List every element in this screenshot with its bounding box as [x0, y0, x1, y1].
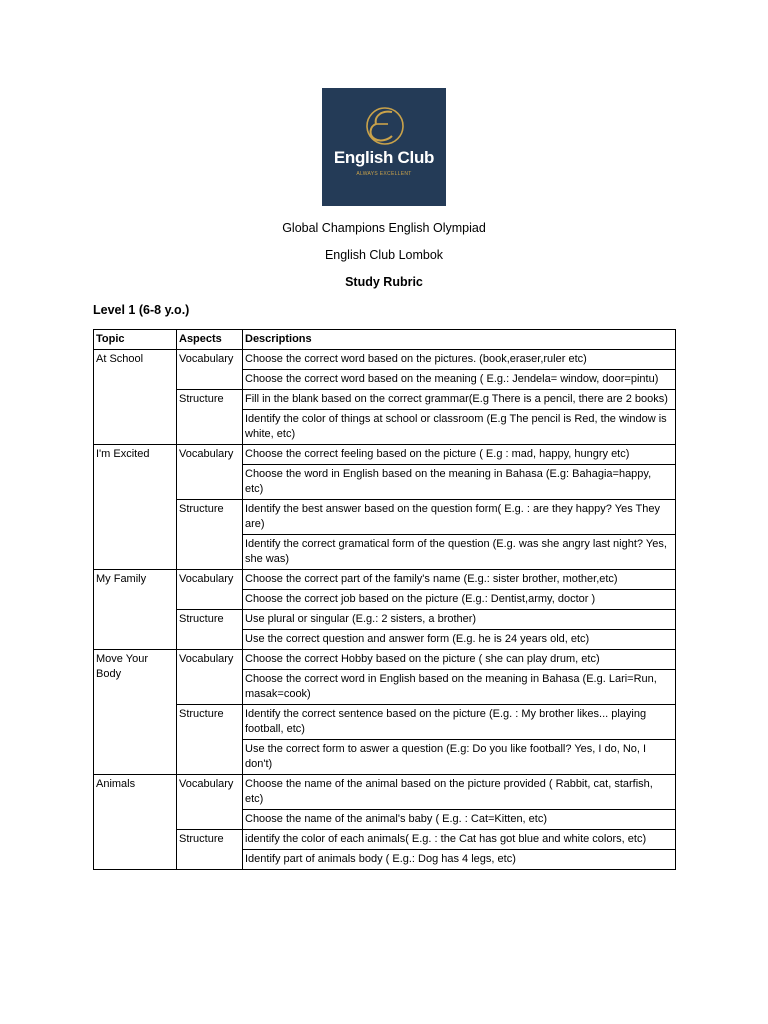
rubric-table: [93, 329, 676, 870]
table-row: [94, 610, 676, 630]
aspect-cell: Vocabulary: [177, 350, 243, 390]
aspect-cell: Structure: [177, 390, 243, 445]
aspect-cell: Structure: [177, 610, 243, 650]
description-cell: Identify the correct gramatical form of the question (E.g. was she angry last night? Yes, she was): [243, 535, 676, 570]
description-cell: Choose the correct word in English based on the meaning in Bahasa (E.g. Lari=Run, masak=cook): [243, 670, 676, 705]
description-cell: Use plural or singular (E.g.: 2 sisters, a brother): [243, 610, 676, 630]
aspect-cell: Structure: [177, 705, 243, 775]
description-cell: Fill in the blank based on the correct grammar(E.g There is a pencil, there are 2 books): [243, 390, 676, 410]
aspect-cell: Vocabulary: [177, 650, 243, 705]
description-cell: Choose the correct word based on the pictures. (book,eraser,ruler etc): [243, 350, 676, 370]
letter-e-circle-icon: [322, 102, 446, 150]
logo-tagline: ALWAYS EXCELLENT: [356, 171, 412, 177]
aspect-cell: Vocabulary: [177, 775, 243, 830]
column-header-aspects: Aspects: [177, 330, 243, 350]
column-header-topic: Topic: [94, 330, 177, 350]
table-row: [94, 775, 676, 810]
topic-cell: At School: [94, 350, 177, 445]
description-cell: Choose the name of the animal's baby ( E.g. : Cat=Kitten, etc): [243, 810, 676, 830]
description-cell: Choose the name of the animal based on the picture provided ( Rabbit, cat, starfish, etc): [243, 775, 676, 810]
table-row: [94, 570, 676, 590]
table-row: [94, 445, 676, 465]
aspect-cell: Structure: [177, 830, 243, 870]
aspect-cell: Vocabulary: [177, 570, 243, 610]
table-row: [94, 500, 676, 535]
description-cell: Identify the best answer based on the question form( E.g. : are they happy? Yes They are): [243, 500, 676, 535]
olympiad-title: Global Champions English Olympiad: [282, 221, 486, 235]
topic-cell: Animals: [94, 775, 177, 870]
description-cell: Use the correct form to aswer a question (E.g: Do you like football? Yes, I do, No, I don't): [243, 740, 676, 775]
rubric-body: [94, 350, 676, 870]
table-row: [94, 390, 676, 410]
table-row: [94, 650, 676, 670]
aspect-cell: Structure: [177, 500, 243, 570]
description-cell: Choose the correct word based on the meaning ( E.g.: Jendela= window, door=pintu): [243, 370, 676, 390]
table-row: [94, 350, 676, 370]
table-header-row: [94, 330, 676, 350]
description-cell: Choose the correct Hobby based on the picture ( she can play drum, etc): [243, 650, 676, 670]
table-row: [94, 705, 676, 740]
english-club-logo: [322, 88, 446, 206]
description-cell: Choose the correct feeling based on the picture ( E.g : mad, happy, hungry etc): [243, 445, 676, 465]
description-cell: Choose the correct job based on the picture (E.g.: Dentist,army, doctor ): [243, 590, 676, 610]
aspect-cell: Vocabulary: [177, 445, 243, 500]
description-cell: Identify the color of things at school or classroom (E.g The pencil is Red, the window is white, etc): [243, 410, 676, 445]
description-cell: Use the correct question and answer form (E.g. he is 24 years old, etc): [243, 630, 676, 650]
description-cell: Identify the correct sentence based on the picture (E.g. : My brother likes... playing football, etc): [243, 705, 676, 740]
organizer-name: English Club Lombok: [324, 248, 444, 262]
level-heading: Level 1 (6-8 y.o.): [93, 303, 190, 317]
description-cell: Choose the correct part of the family's name (E.g.: sister brother, mother,etc): [243, 570, 676, 590]
description-cell: identify the color of each animals( E.g. : the Cat has got blue and white colors, etc): [243, 830, 676, 850]
table-row: [94, 830, 676, 850]
document-title: Study Rubric: [345, 275, 423, 289]
topic-cell: My Family: [94, 570, 177, 650]
topic-cell: I'm Excited: [94, 445, 177, 570]
column-header-descriptions: Descriptions: [243, 330, 676, 350]
description-cell: Identify part of animals body ( E.g.: Dog has 4 legs, etc): [243, 850, 676, 870]
topic-cell: Move Your Body: [94, 650, 177, 775]
description-cell: Choose the word in English based on the meaning in Bahasa (E.g: Bahagia=happy, etc): [243, 465, 676, 500]
logo-name: English Club: [333, 148, 435, 167]
